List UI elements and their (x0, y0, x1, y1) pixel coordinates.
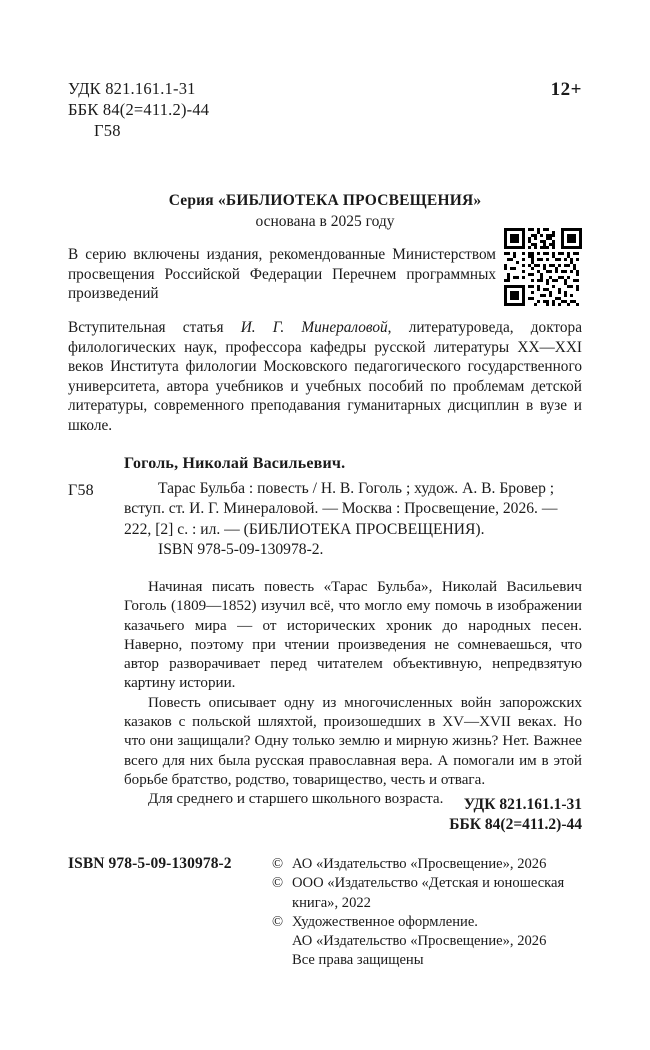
copyright-line: Художественное оформление. (292, 913, 478, 930)
copyright-symbol-icon: © (272, 913, 284, 930)
catalog-description-block (124, 479, 582, 561)
annotation-paragraph: Для среднего и старшего школьного возраста. (148, 791, 444, 808)
catalog-isbn: ISBN 978-5-09-130978-2. (158, 541, 324, 559)
copyright-line: АО «Издательство «Просвещение», 2026 (292, 933, 547, 950)
catalog-author: Гоголь, Николай Васильевич. (124, 455, 346, 472)
copyright-symbol-icon: © (272, 875, 284, 892)
copyright-line: книга», 2022 (292, 894, 371, 911)
series-heading (68, 192, 582, 231)
introduction-note (68, 318, 582, 436)
age-rating-badge: 12+ (550, 79, 582, 100)
udc-code-repeat: УДК 821.161.1-31 (463, 796, 582, 813)
series-prefix: Серия (168, 192, 218, 209)
bbk-code: ББК 84(2=411.2)-44 (68, 100, 210, 119)
shelf-code: Г58 (94, 121, 121, 140)
intro-after: , литературоведа, доктора филологических наук, профессора кафедры русской литературы XX—XXI веков Института филологии Московского педагогического государственного университета, автора учебников и учебных пособий по проблемам детской литературы, современного преподавания гуманитарных дисциплин в вузе и школе. (68, 319, 582, 434)
copyright-block (272, 855, 584, 971)
series-founded: основана в 2025 году (255, 213, 395, 230)
qr-code-icon (504, 228, 582, 306)
copyright-entry (272, 855, 584, 874)
catalog-description: Тарас Бульба : повесть / Н. В. Гоголь ; худож. А. В. Бровер ; вступ. ст. И. Г. Минераловой. — Москва : Просвещение, 2026. — 222, [2] с. : ил. — (БИБЛИОТЕКА ПРОСВЕЩЕНИЯ). (124, 480, 558, 538)
copyright-line: АО «Издательство «Просвещение», 2026 (292, 856, 547, 872)
bbk-code-repeat: ББК 84(2=411.2)-44 (449, 816, 582, 833)
copyright-entry (272, 874, 584, 913)
series-name: «БИБЛИОТЕКА ПРОСВЕЩЕНИЯ» (217, 192, 482, 209)
intro-before: Вступительная статья (68, 319, 241, 336)
annotation-paragraph: Начиная писать повесть «Тарас Бульба», Николай Васильевич Гоголь (1809—1852) изучил всё, что могло ему помочь в изображении казачьего мира — от исторических хроник до народных песен. Наверно, поэтому при чтении произведения не сомневаешься, что автор разворачивает перед читателем объективную, непредвзятую картину истории. (124, 579, 582, 692)
copyright-entry (272, 913, 584, 971)
udc-code: УДК 821.161.1-31 (68, 79, 196, 98)
copyright-line: ООО «Издательство «Детская и юношеская (292, 875, 565, 892)
library-codes-block (68, 78, 209, 141)
intro-author-name: И. Г. Минераловой (240, 319, 388, 336)
annotation-paragraph: Повесть описывает одну из многочисленных войн запорожских казаков с польской шляхтой, произошедших в XV—XVII веках. Но что они защищали? Одну только землю и мирную жизнь? Нет. Важнее всего для них была русская православная вера. А помогали им в этой борьбе братство, родство, товарищество, честь и отвага. (124, 694, 582, 788)
copyright-symbol-icon: © (272, 856, 284, 872)
catalog-shelf-mark: Г58 (68, 482, 94, 499)
series-inclusion-note: В серию включены издания, рекомендованные Министерством просвещения Российской Федерации Перечнем программных произведений (68, 246, 496, 303)
book-annotation (124, 578, 582, 810)
copyright-line: Все права защищены (292, 952, 424, 969)
footer-isbn: ISBN 978-5-09-130978-2 (68, 855, 232, 872)
library-codes-repeat (449, 795, 582, 835)
